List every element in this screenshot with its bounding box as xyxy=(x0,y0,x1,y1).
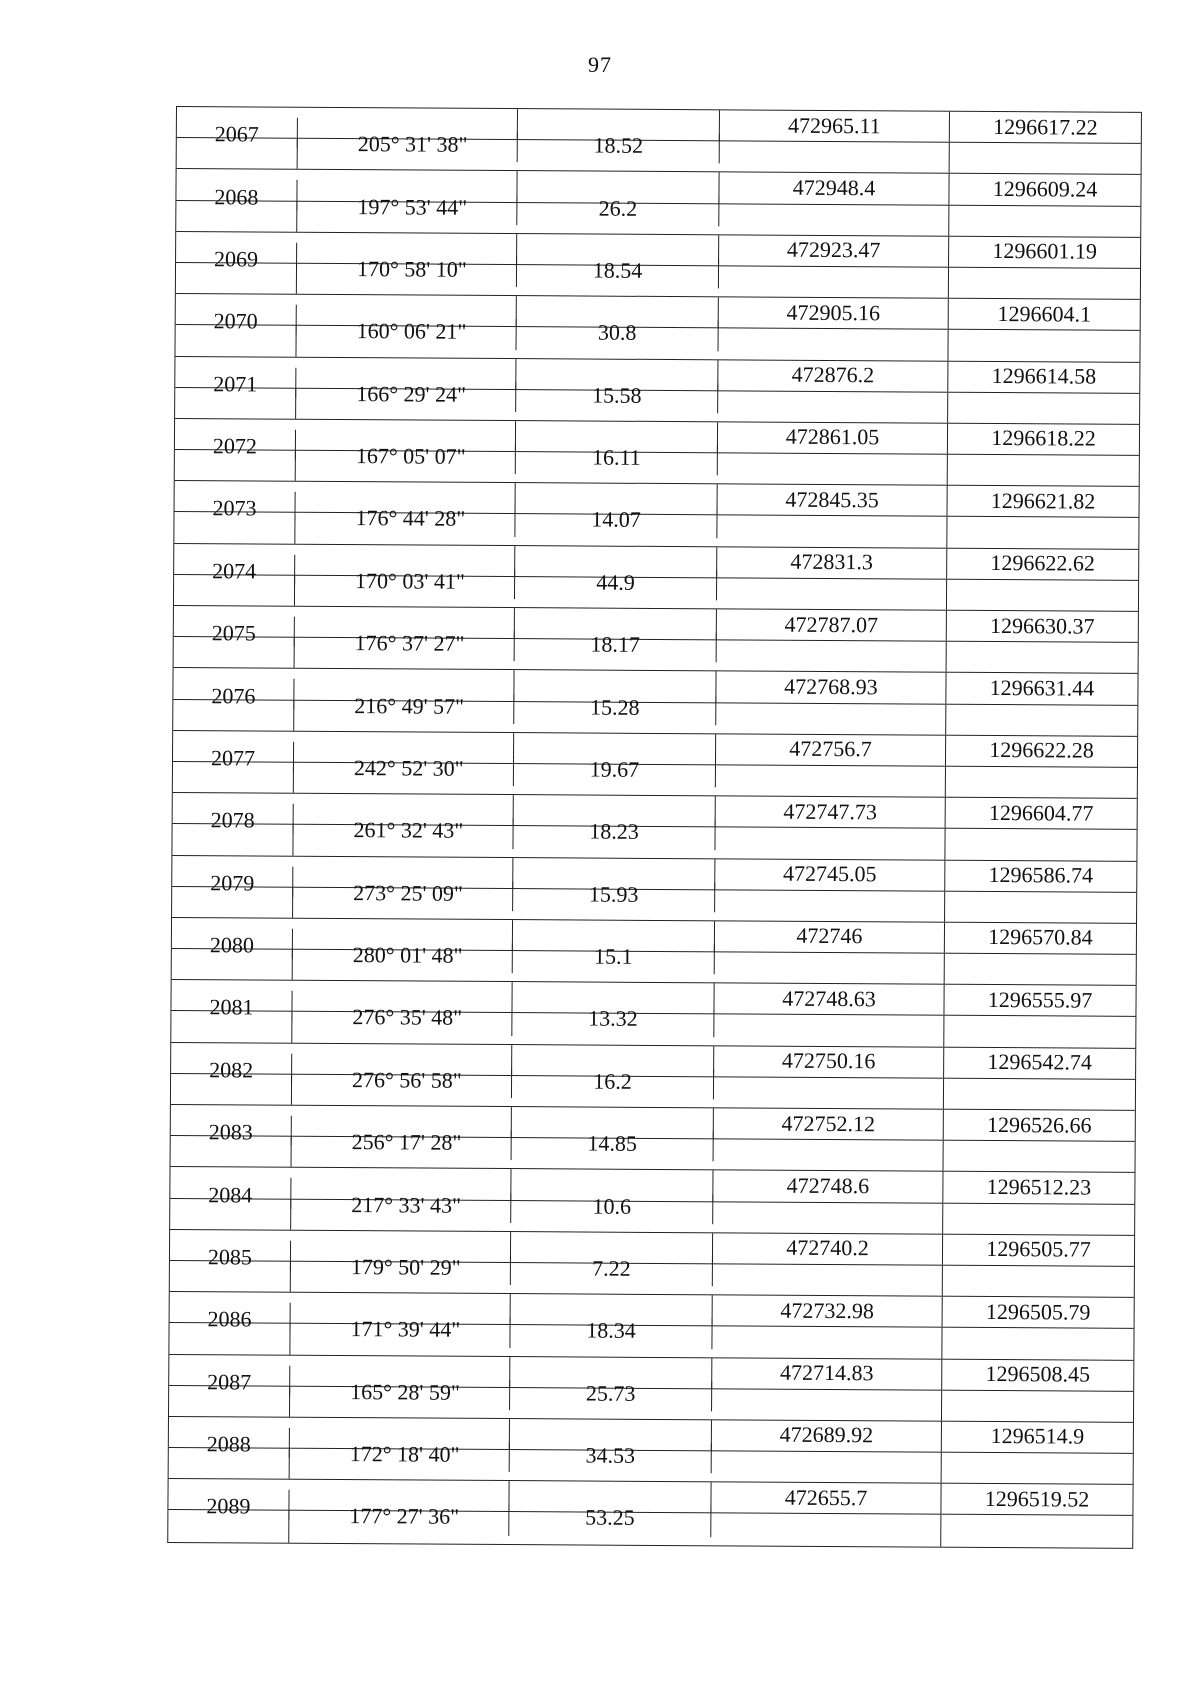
distance-cell: 18.17 xyxy=(515,631,717,662)
y-empty-cell xyxy=(947,580,1138,611)
y-empty-cell xyxy=(948,392,1139,423)
x-empty-cell xyxy=(716,703,946,735)
point-id-cell: 2082 xyxy=(171,1053,292,1084)
bearing-cell: 170° 58' 10" xyxy=(297,256,517,288)
y-empty-cell xyxy=(945,891,1136,922)
bearing-cell: 165° 28' 59" xyxy=(290,1378,510,1410)
point-id-cell: 2075 xyxy=(174,616,295,647)
distance-cell: 16.2 xyxy=(512,1068,714,1099)
point-id-cell: 2087 xyxy=(169,1364,290,1395)
x-coordinate-cell: 472714.83 xyxy=(712,1358,942,1390)
bearing-cell: 166° 29' 24" xyxy=(296,380,516,412)
y-empty-cell xyxy=(945,829,1136,860)
x-coordinate-cell: 472748.63 xyxy=(714,984,944,1016)
x-coordinate-cell: 472747.73 xyxy=(716,796,946,828)
distance-cell: 13.32 xyxy=(512,1006,714,1037)
y-coordinate-cell: 1296604.1 xyxy=(997,300,1092,327)
x-empty-cell xyxy=(716,765,946,797)
point-id-cell: 2089 xyxy=(168,1489,289,1520)
x-empty-cell xyxy=(718,453,948,485)
distance-cell: 7.22 xyxy=(511,1255,713,1286)
y-empty-cell xyxy=(946,704,1137,735)
x-empty-cell xyxy=(711,1514,941,1547)
y-coordinate-cell: 1296514.9 xyxy=(990,1423,1085,1450)
y-coordinate-cell: 1296508.45 xyxy=(985,1361,1091,1387)
distance-cell: 14.07 xyxy=(515,507,717,538)
x-coordinate-cell: 472732.98 xyxy=(713,1295,943,1327)
x-empty-cell xyxy=(717,641,947,673)
distance-cell: 53.25 xyxy=(509,1505,711,1537)
x-coordinate-cell: 472746 xyxy=(715,921,945,953)
y-coordinate-cell: 1296617.22 xyxy=(993,113,1098,140)
distance-cell: 18.23 xyxy=(513,818,715,849)
distance-cell: 18.34 xyxy=(510,1317,712,1348)
y-coordinate-cell: 1296618.22 xyxy=(991,425,1096,452)
x-coordinate-cell: 472876.2 xyxy=(718,360,948,392)
x-empty-cell xyxy=(712,1389,942,1421)
point-id-cell: 2078 xyxy=(173,803,294,834)
y-coordinate-cell: 1296526.66 xyxy=(986,1111,1092,1138)
distance-cell: 15.28 xyxy=(514,694,716,725)
bearing-cell: 176° 37' 27" xyxy=(295,630,515,662)
x-coordinate-cell: 472768.93 xyxy=(716,672,946,704)
x-coordinate-cell: 472965.11 xyxy=(720,110,950,142)
x-empty-cell xyxy=(713,1202,943,1234)
x-coordinate-cell: 472861.05 xyxy=(718,422,948,454)
x-empty-cell xyxy=(717,578,947,610)
x-coordinate-cell: 472745.05 xyxy=(715,859,945,891)
y-empty-cell xyxy=(948,330,1139,361)
bearing-cell: 179° 50' 29" xyxy=(291,1254,511,1286)
point-id-cell: 2088 xyxy=(169,1427,290,1458)
x-empty-cell xyxy=(720,142,950,174)
y-empty-cell xyxy=(941,1515,1132,1547)
bearing-cell: 160° 06' 21" xyxy=(297,318,517,350)
point-id-cell: 2076 xyxy=(173,678,294,709)
y-empty-cell xyxy=(942,1390,1133,1421)
y-coordinate-cell: 1296622.62 xyxy=(990,550,1096,576)
bearing-cell: 276° 35' 48" xyxy=(292,1004,512,1036)
point-id-cell: 2072 xyxy=(175,429,296,460)
distance-cell: 10.6 xyxy=(511,1193,713,1224)
bearing-cell: 280° 01' 48" xyxy=(293,942,513,974)
y-empty-cell xyxy=(947,642,1138,673)
distance-cell: 18.52 xyxy=(518,132,720,163)
x-empty-cell xyxy=(719,204,949,236)
distance-cell: 18.54 xyxy=(517,257,719,288)
x-coordinate-cell: 472923.47 xyxy=(719,235,949,267)
y-empty-cell xyxy=(949,205,1140,236)
distance-cell: 26.2 xyxy=(517,195,719,226)
y-coordinate-cell: 1296631.44 xyxy=(989,674,1095,701)
y-coordinate-cell: 1296586.74 xyxy=(988,862,1094,888)
x-coordinate-cell: 472689.92 xyxy=(712,1420,942,1452)
x-empty-cell xyxy=(714,1077,944,1109)
y-empty-cell xyxy=(949,268,1140,299)
bearing-cell: 256° 17' 28" xyxy=(292,1129,512,1161)
y-coordinate-cell: 1296609.24 xyxy=(992,175,1098,202)
y-empty-cell xyxy=(946,767,1137,798)
y-coordinate-cell: 1296622.28 xyxy=(989,737,1094,763)
bearing-cell: 205° 31' 38" xyxy=(298,131,518,163)
y-coordinate-cell: 1296570.84 xyxy=(988,924,1093,951)
y-empty-cell xyxy=(950,143,1141,174)
distance-cell: 15.1 xyxy=(513,943,715,974)
x-empty-cell xyxy=(712,1451,942,1483)
coordinates-table xyxy=(167,106,1142,1548)
bearing-cell: 217° 33' 43" xyxy=(291,1191,511,1223)
bearing-cell: 242° 52' 30" xyxy=(294,755,514,787)
y-empty-cell xyxy=(945,954,1136,985)
y-coordinate-cell: 1296542.74 xyxy=(987,1049,1093,1075)
x-empty-cell xyxy=(718,391,948,423)
bearing-cell: 177° 27' 36" xyxy=(289,1503,509,1536)
distance-cell: 15.93 xyxy=(513,881,715,912)
x-coordinate-cell: 472831.3 xyxy=(717,547,947,579)
y-empty-cell xyxy=(942,1328,1133,1359)
y-coordinate-cell: 1296555.97 xyxy=(987,986,1093,1013)
point-id-cell: 2086 xyxy=(170,1302,291,1333)
x-empty-cell xyxy=(713,1264,943,1296)
y-coordinate-cell: 1296630.37 xyxy=(990,612,1095,639)
point-id-cell: 2074 xyxy=(174,554,295,585)
x-coordinate-cell: 472740.2 xyxy=(713,1233,943,1265)
x-empty-cell xyxy=(718,329,948,361)
y-coordinate-cell: 1296512.23 xyxy=(986,1173,1092,1200)
x-coordinate-cell: 472905.16 xyxy=(719,297,949,329)
y-coordinate-cell: 1296519.52 xyxy=(984,1485,1090,1512)
x-coordinate-cell: 472845.35 xyxy=(718,485,948,517)
bearing-cell: 170° 03' 41" xyxy=(295,568,515,600)
x-empty-cell xyxy=(715,890,945,922)
distance-cell: 19.67 xyxy=(514,756,716,787)
distance-cell: 16.11 xyxy=(516,444,718,475)
point-id-cell: 2081 xyxy=(171,990,292,1021)
y-coordinate-cell: 1296601.19 xyxy=(992,238,1097,264)
distance-cell: 14.85 xyxy=(512,1130,714,1161)
point-id-cell: 2083 xyxy=(171,1115,292,1146)
point-id-cell: 2071 xyxy=(175,367,296,398)
x-empty-cell xyxy=(714,1139,944,1171)
x-coordinate-cell: 472750.16 xyxy=(714,1046,944,1078)
x-empty-cell xyxy=(715,952,945,984)
distance-cell: 34.53 xyxy=(510,1442,712,1473)
point-id-cell: 2085 xyxy=(170,1240,291,1271)
distance-cell: 30.8 xyxy=(517,319,719,350)
y-empty-cell xyxy=(943,1266,1134,1297)
y-coordinate-cell: 1296505.77 xyxy=(986,1236,1091,1262)
bearing-cell: 276° 56' 58" xyxy=(292,1067,512,1099)
y-empty-cell xyxy=(947,517,1138,548)
y-coordinate-cell: 1296604.77 xyxy=(988,799,1094,826)
y-coordinate-cell: 1296505.79 xyxy=(985,1298,1091,1325)
x-empty-cell xyxy=(717,516,947,548)
y-empty-cell xyxy=(944,1016,1135,1047)
x-coordinate-cell: 472756.7 xyxy=(716,734,946,766)
point-id-cell: 2084 xyxy=(170,1177,291,1208)
x-coordinate-cell: 472752.12 xyxy=(714,1108,944,1140)
x-coordinate-cell: 472655.7 xyxy=(711,1483,941,1515)
bearing-cell: 273° 25' 09" xyxy=(293,879,513,911)
y-empty-cell xyxy=(948,455,1139,486)
point-id-cell: 2080 xyxy=(172,928,293,959)
point-id-cell: 2070 xyxy=(176,304,297,335)
bearing-cell: 171° 39' 44" xyxy=(290,1316,510,1348)
bearing-cell: 176° 44' 28" xyxy=(295,505,515,537)
x-coordinate-cell: 472748.6 xyxy=(713,1171,943,1203)
bearing-cell: 197° 53' 44" xyxy=(297,193,517,225)
point-id-cell: 2079 xyxy=(172,865,293,896)
y-empty-cell xyxy=(943,1203,1134,1234)
point-id-cell: 2067 xyxy=(177,117,298,148)
bearing-cell: 261° 32' 43" xyxy=(293,817,513,849)
y-empty-cell xyxy=(944,1141,1135,1172)
x-empty-cell xyxy=(719,266,949,298)
page-number: 97 xyxy=(588,52,612,77)
point-id-cell: 2069 xyxy=(176,242,297,273)
x-empty-cell xyxy=(715,828,945,860)
x-empty-cell xyxy=(714,1015,944,1047)
bearing-cell: 172° 18' 40" xyxy=(290,1441,510,1473)
y-empty-cell xyxy=(942,1453,1133,1484)
x-coordinate-cell: 472948.4 xyxy=(719,173,949,205)
y-empty-cell xyxy=(944,1079,1135,1110)
distance-cell: 15.58 xyxy=(516,382,718,413)
point-id-cell: 2073 xyxy=(174,491,295,522)
point-id-cell: 2077 xyxy=(173,741,294,772)
point-id-cell: 2068 xyxy=(176,179,297,210)
bearing-cell: 216° 49' 57" xyxy=(294,692,514,724)
y-coordinate-cell: 1296614.58 xyxy=(991,363,1097,389)
distance-cell: 44.9 xyxy=(515,569,717,600)
y-coordinate-cell: 1296621.82 xyxy=(990,487,1096,514)
x-coordinate-cell: 472787.07 xyxy=(717,609,947,641)
x-empty-cell xyxy=(712,1327,942,1359)
distance-cell: 25.73 xyxy=(510,1380,712,1411)
bearing-cell: 167° 05' 07" xyxy=(296,443,516,475)
